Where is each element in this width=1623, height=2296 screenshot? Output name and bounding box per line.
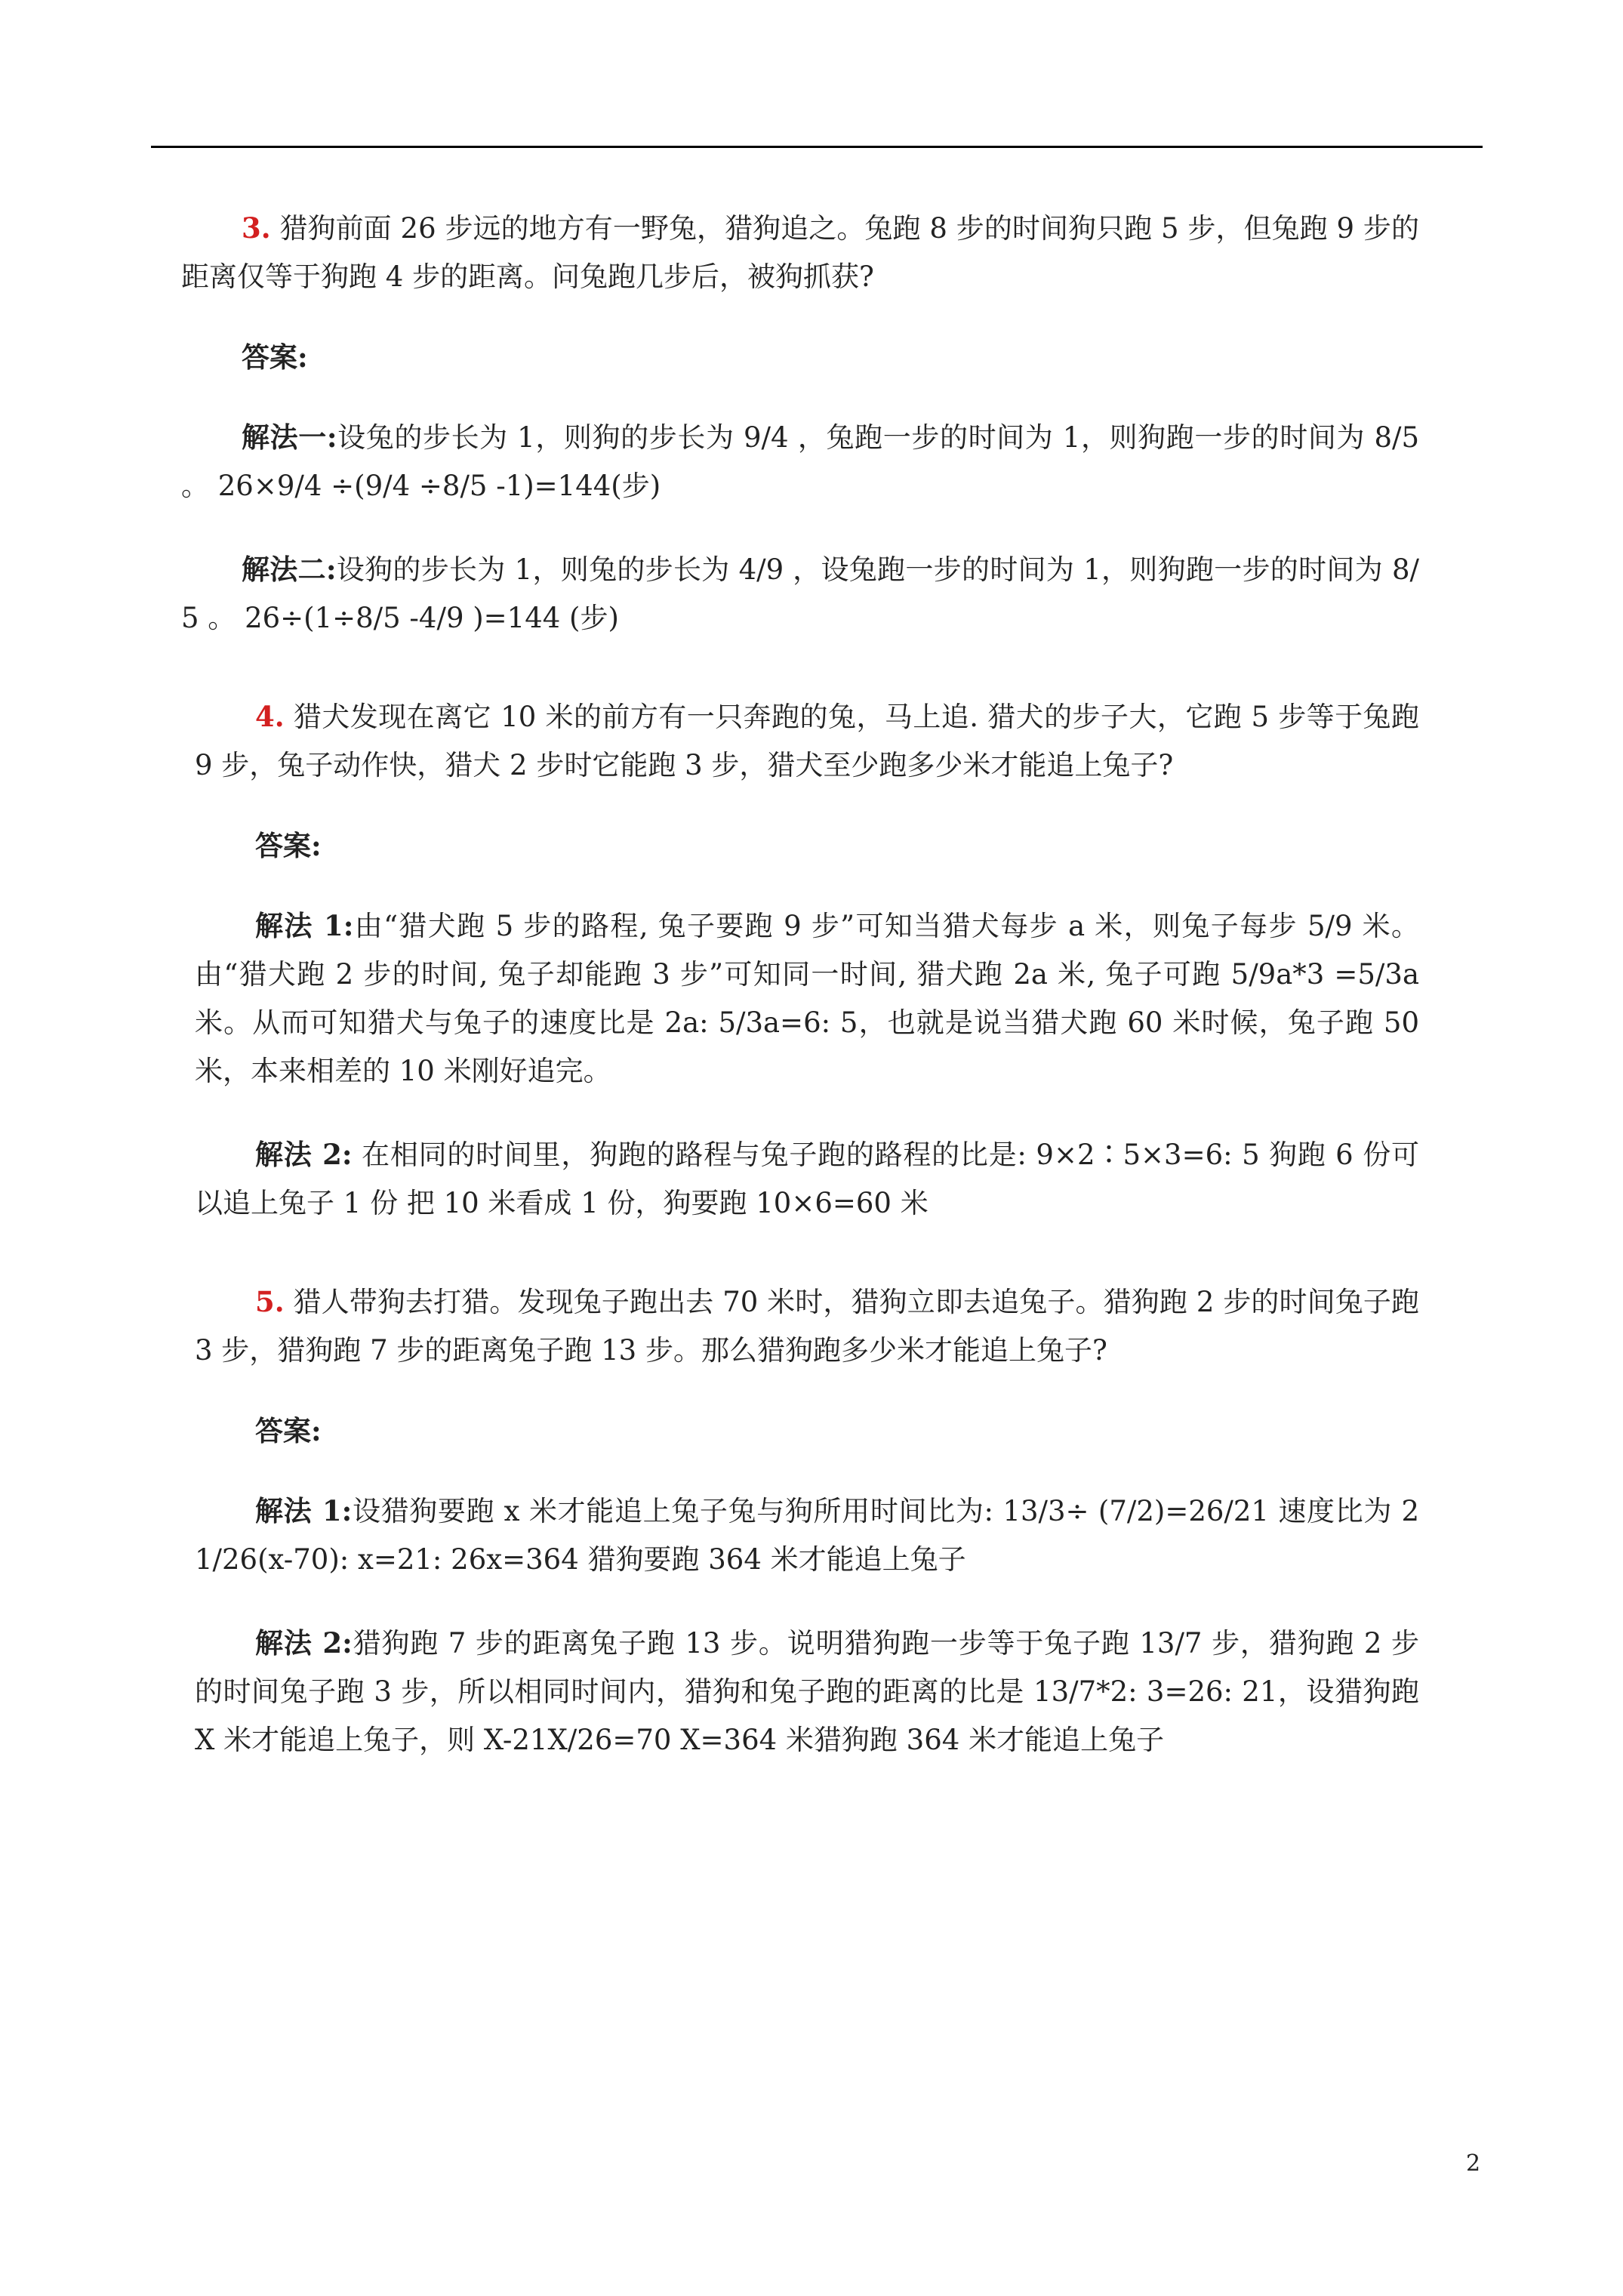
problem-3-block: [181, 204, 1419, 643]
solution-text: 由“猎犬跑 5 步的路程, 兔子要跑 9 步”可知当猎犬每步 a 米，则兔子每步 5/9 米。由“猎犬跑 2 步的时间, 兔子却能跑 3 步”可知同一时间, 猎犬跑 2a 米, 兔子可跑 5/9a*3 =5/3a 米。从而可知猎犬与兔子的速度比是 2a: 5/3a=6: 5，也就是说当猎犬跑 60 米时候，兔子跑 50 米，本来相差的 10 米刚好追完。: [195, 910, 1419, 1087]
problem-4-block: [181, 692, 1419, 1228]
problem-4: [195, 692, 1419, 790]
solution-4-1: [195, 901, 1419, 1096]
page-number: 2: [1466, 2150, 1481, 2177]
problem-number: 4.: [255, 700, 285, 733]
solution-5-1: [195, 1487, 1419, 1584]
solution-text: 猎狗跑 7 步的距离兔子跑 13 步。说明猎狗跑一步等于兔子跑 13/7 步，猎狗跑 2 步的时间兔子跑 3 步，所以相同时间内，猎狗和兔子跑的距离的比是 13/7*2: 3=26: 21，设猎狗跑 X 米才能追上兔子，则 X-21X/26=70 X=364 米猎狗跑 364 米才能追上兔子: [195, 1627, 1419, 1756]
problem-number: 3.: [242, 211, 271, 245]
answer-label: 答案:: [242, 341, 308, 374]
solution-label: 解法一:: [242, 421, 337, 454]
solution-label: 解法 1:: [255, 1494, 353, 1527]
solution-text: 设兔的步长为 1，则狗的步长为 9/4 ，兔跑一步的时间为 1，则狗跑一步的时间为 8/5 。 26×9/4 ÷(9/4 ÷8/5 -1)=144(步): [181, 421, 1419, 502]
solution-label: 解法二:: [242, 553, 337, 586]
solution-label: 解法 2:: [255, 1138, 353, 1171]
problem-number: 5.: [255, 1285, 285, 1318]
solution-3-1: [181, 413, 1419, 510]
solution-3-2: [181, 545, 1419, 643]
solution-4-2: [195, 1130, 1419, 1228]
solution-text: 在相同的时间里，狗跑的路程与兔子跑的路程的比是: 9×2∶5×3=6: 5 狗跑 6 份可以追上兔子 1 份 把 10 米看成 1 份，狗要跑 10×6=60 米: [195, 1139, 1419, 1219]
problem-5-block: [181, 1277, 1419, 1764]
problem-text: 猎狗前面 26 步远的地方有一野兔，猎狗追之。兔跑 8 步的时间狗只跑 5 步，但兔跑 9 步的距离仅等于狗跑 4 步的距离。问兔跑几步后，被狗抓获?: [181, 212, 1419, 293]
answer-label: 答案:: [255, 1414, 322, 1447]
answer-label: 答案:: [255, 829, 322, 862]
solution-text: 设猎狗要跑 x 米才能追上兔子兔与狗所用时间比为: 13/3÷ (7/2)=26/21 速度比为 21/26(x-70): x=21: 26x=364 猎狗要跑 364 米才能追上兔子: [195, 1495, 1419, 1576]
problem-3: [181, 204, 1419, 301]
solution-label: 解法 1:: [255, 909, 354, 942]
solution-5-2: [195, 1619, 1419, 1764]
header-rule: [151, 146, 1483, 148]
problem-text: 猎犬发现在离它 10 米的前方有一只奔跑的兔，马上追. 猎犬的步子大，它跑 5 步等于兔跑 9 步，兔子动作快，猎犬 2 步时它能跑 3 步，猎犬至少跑多少米才能追上兔子?: [195, 701, 1420, 781]
solution-text: 设狗的步长为 1，则兔的步长为 4/9 ，设兔跑一步的时间为 1，则狗跑一步的时间为 8/5 。 26÷(1÷8/5 -4/9 )=144 (步): [181, 553, 1419, 634]
problem-text: 猎人带狗去打猎。发现兔子跑出去 70 米时，猎狗立即去追兔子。猎狗跑 2 步的时间兔子跑 3 步，猎狗跑 7 步的距离兔子跑 13 步。那么猎狗跑多少米才能追上兔子?: [195, 1286, 1419, 1367]
problem-5: [195, 1277, 1419, 1375]
document-body: [181, 204, 1419, 1814]
solution-label: 解法 2:: [255, 1626, 353, 1660]
